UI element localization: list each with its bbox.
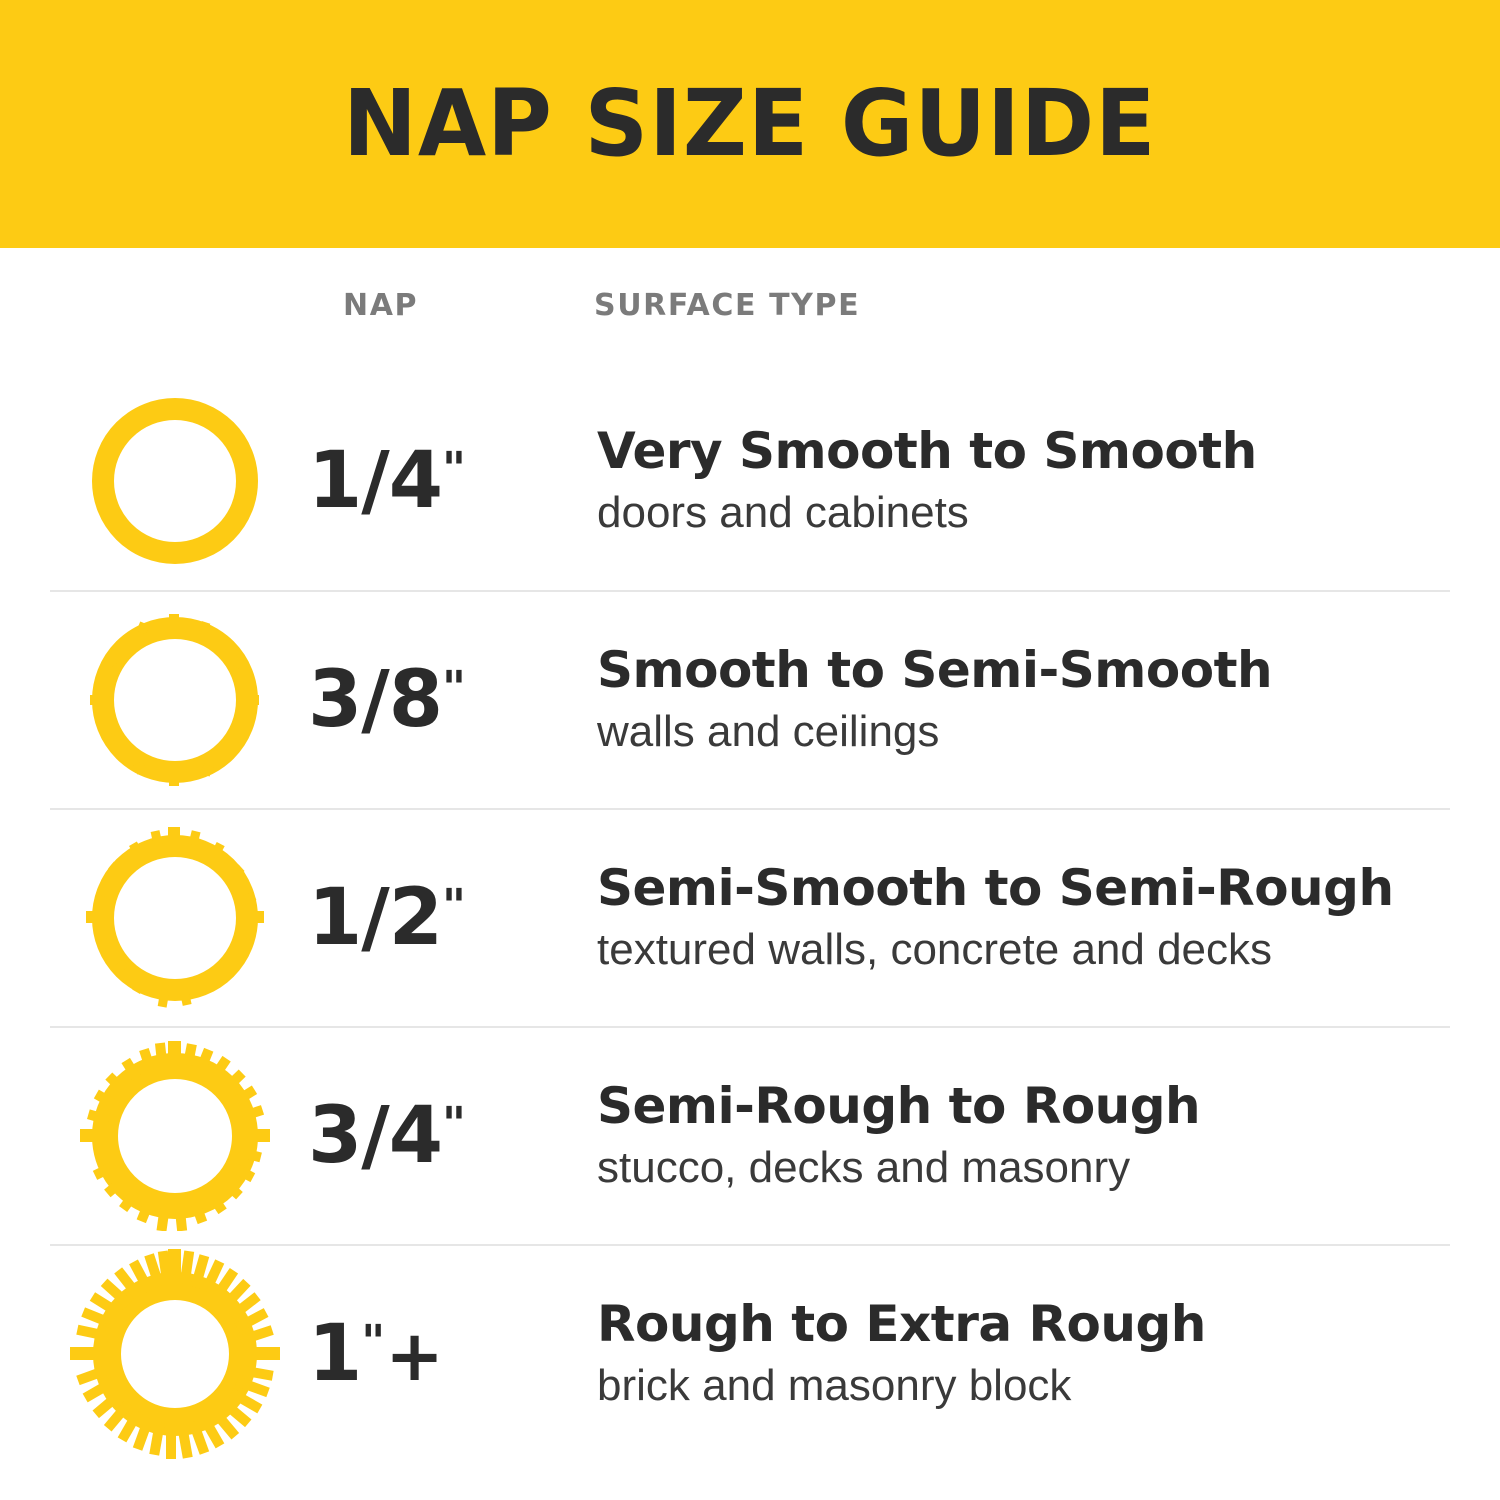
table-row xyxy=(50,808,1450,1026)
nap-rows xyxy=(0,372,1500,1462)
nap-size-value xyxy=(300,655,595,745)
roller-nap-semi-smooth-icon xyxy=(50,605,300,795)
nap-size-unit: " xyxy=(442,442,467,496)
surface-type-cell xyxy=(595,1294,1450,1412)
column-header-nap: NAP xyxy=(343,288,419,323)
header-banner xyxy=(0,0,1500,248)
surface-detail: walls and ceilings xyxy=(597,706,940,756)
surface-detail: doors and cabinets xyxy=(597,487,969,537)
nap-size-value xyxy=(300,436,595,526)
nap-size-number: 3/4 xyxy=(308,1091,443,1181)
roller-nap-smooth-icon xyxy=(50,386,300,576)
nap-size-unit: " xyxy=(361,1315,386,1369)
roller-nap-rough-icon xyxy=(50,1041,300,1231)
table-row xyxy=(50,1244,1450,1462)
surface-title: Rough to Extra Rough xyxy=(597,1294,1206,1353)
table-row xyxy=(50,590,1450,808)
surface-detail: brick and masonry block xyxy=(597,1360,1072,1410)
page-title: NAP SIZE GUIDE xyxy=(343,70,1157,177)
nap-size-unit: " xyxy=(442,1097,467,1151)
roller-nap-semi-rough-icon xyxy=(50,823,300,1013)
surface-title: Semi-Smooth to Semi-Rough xyxy=(597,858,1394,917)
nap-size-number: 1/2 xyxy=(308,873,443,963)
surface-title: Semi-Rough to Rough xyxy=(597,1076,1201,1135)
nap-size-suffix: + xyxy=(385,1315,444,1397)
roller-nap-extra-rough-icon xyxy=(50,1249,300,1459)
nap-size-value xyxy=(300,873,595,963)
surface-title: Smooth to Semi-Smooth xyxy=(597,640,1273,699)
nap-size-unit: " xyxy=(442,879,467,933)
column-headers xyxy=(0,288,1500,350)
nap-size-value xyxy=(300,1091,595,1181)
nap-size-value xyxy=(300,1309,595,1399)
table-row xyxy=(50,372,1450,590)
surface-detail: textured walls, concrete and decks xyxy=(597,924,1273,974)
nap-size-number: 1 xyxy=(308,1309,362,1399)
surface-type-cell xyxy=(595,640,1450,758)
nap-size-number: 3/8 xyxy=(308,655,443,745)
nap-size-unit: " xyxy=(442,661,467,715)
surface-detail: stucco, decks and masonry xyxy=(597,1142,1131,1192)
table-row xyxy=(50,1026,1450,1244)
surface-type-cell xyxy=(595,858,1450,976)
surface-title: Very Smooth to Smooth xyxy=(597,421,1257,480)
surface-type-cell xyxy=(595,421,1450,539)
nap-size-number: 1/4 xyxy=(308,436,443,526)
surface-type-cell xyxy=(595,1076,1450,1194)
column-header-surface-type: SURFACE TYPE xyxy=(594,288,861,323)
